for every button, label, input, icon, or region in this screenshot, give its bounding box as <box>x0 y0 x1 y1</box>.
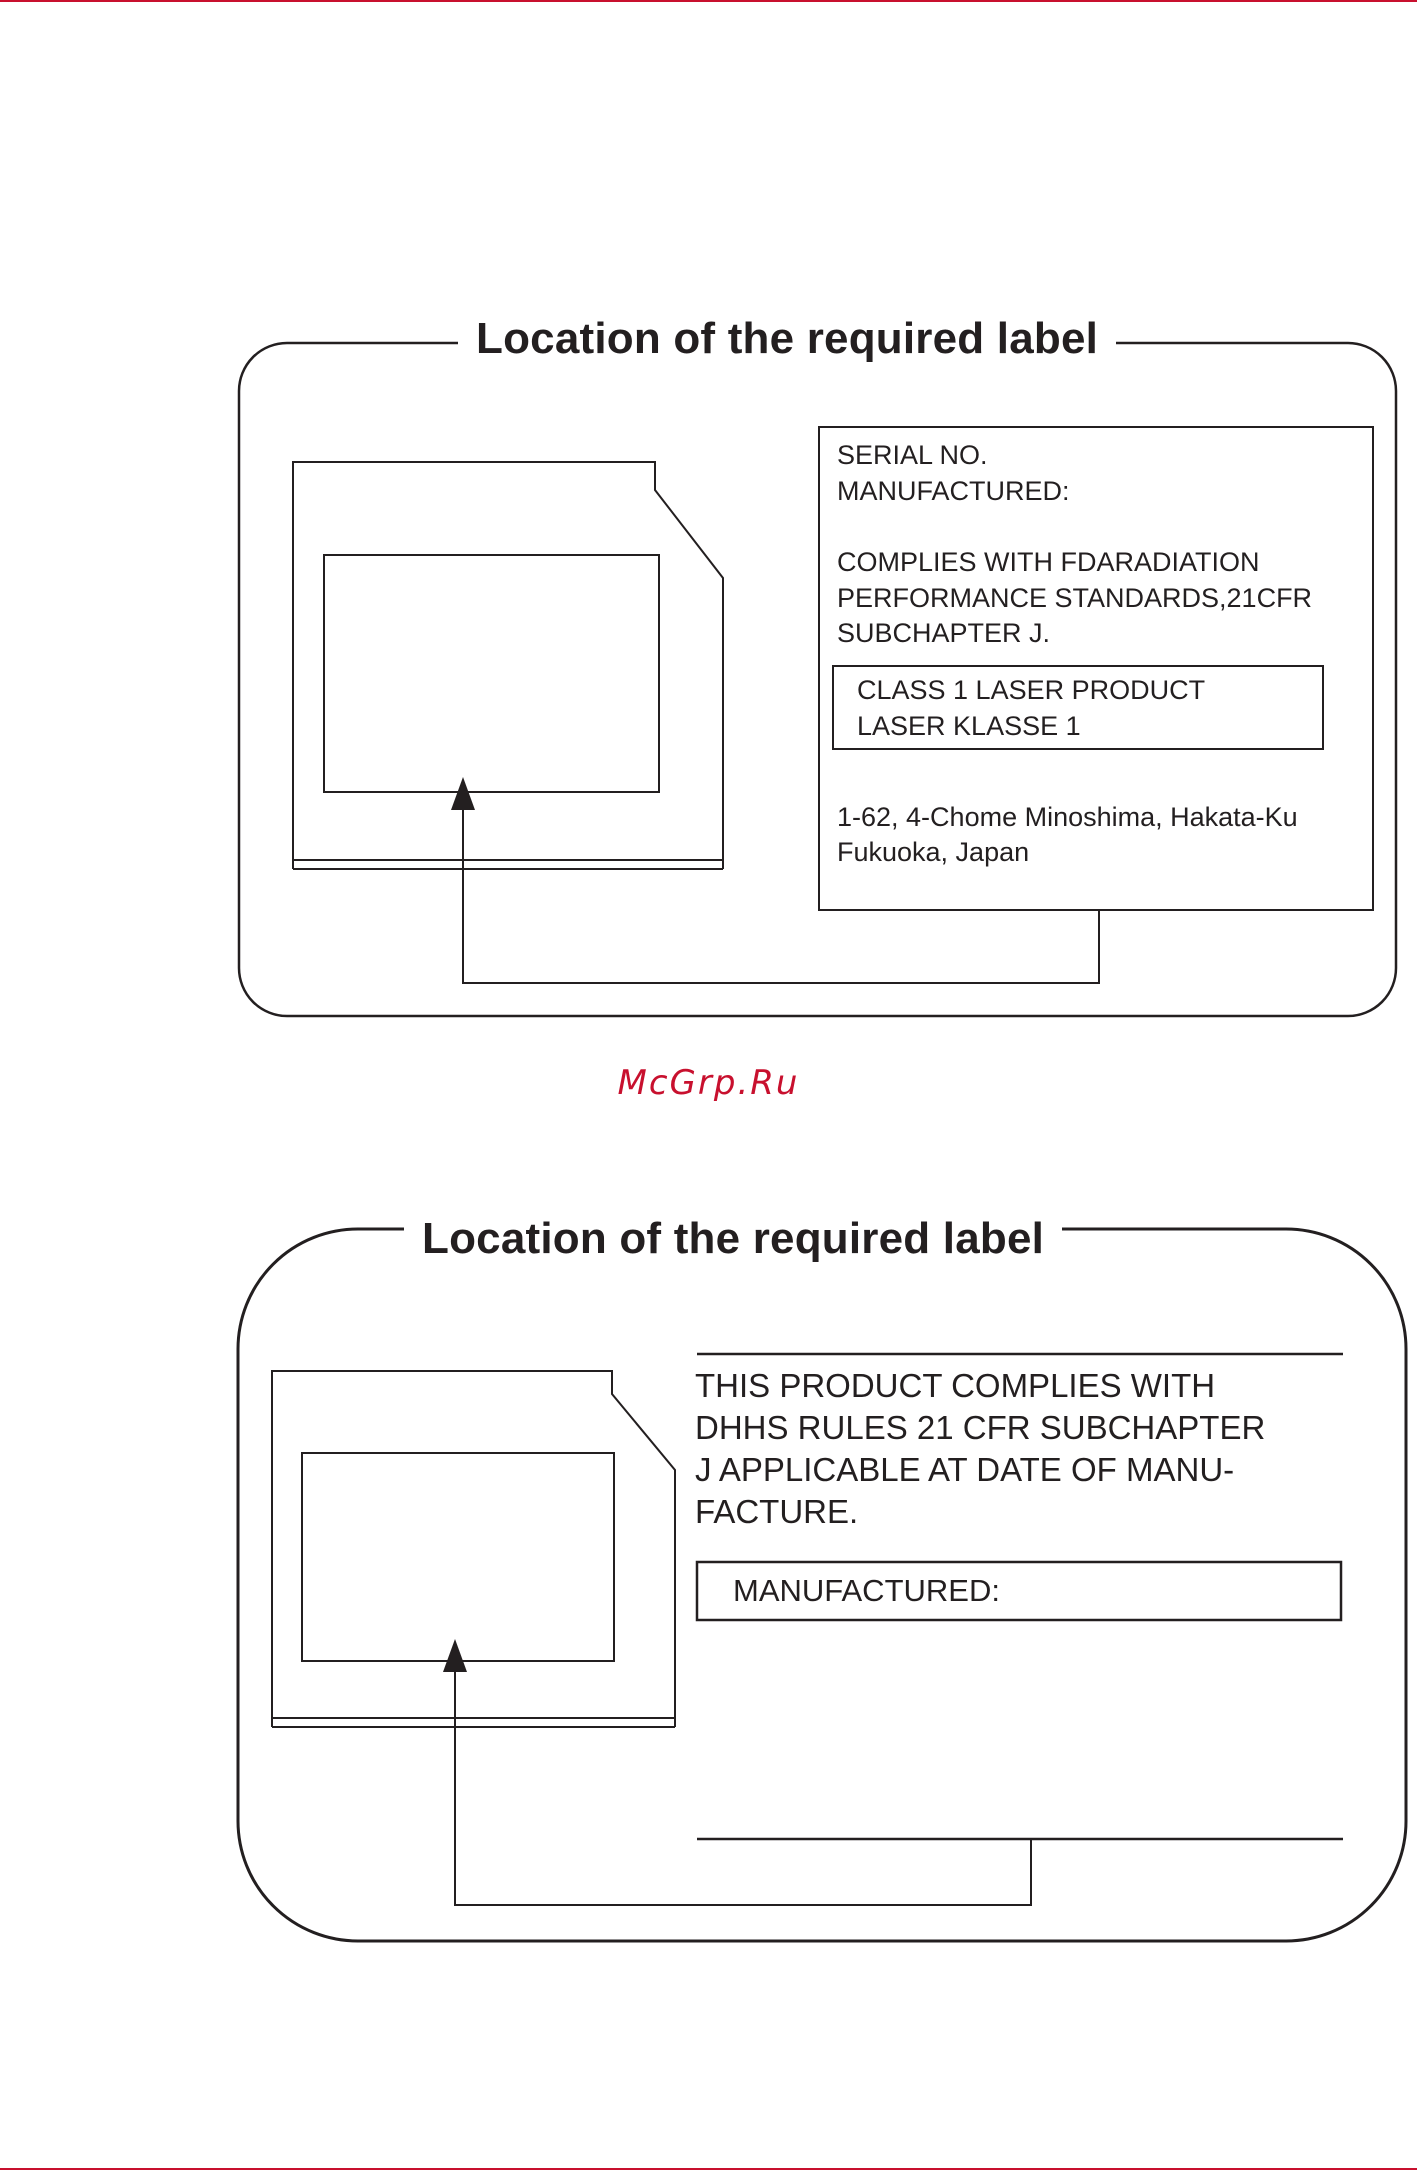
figure-2-connector-line <box>455 1668 1031 1905</box>
figure-1-title: Location of the required label <box>458 313 1116 365</box>
dhhs-line-1: THIS PRODUCT COMPLIES WITH <box>695 1367 1216 1404</box>
class-1-laser-text: CLASS 1 LASER PRODUCT <box>857 675 1206 705</box>
dhhs-line-2: DHHS RULES 21 CFR SUBCHAPTER <box>695 1409 1266 1446</box>
complies-line-1: COMPLIES WITH FDARADIATION <box>837 547 1260 577</box>
manufactured-text: MANUFACTURED: <box>837 476 1070 506</box>
bottom-page-rule <box>0 2168 1417 2170</box>
dhhs-line-3: J APPLICABLE AT DATE OF MANU- <box>695 1451 1235 1488</box>
laser-klasse-text: LASER KLASSE 1 <box>857 711 1081 741</box>
figure-2-arrowhead <box>443 1639 467 1672</box>
address-line-1: 1-62, 4-Chome Minoshima, Hakata-Ku <box>837 802 1298 832</box>
figure-2-manufactured-text: MANUFACTURED: <box>733 1573 1000 1608</box>
address-line-2: Fukuoka, Japan <box>837 837 1030 867</box>
dhhs-line-4: FACTURE. <box>695 1493 859 1530</box>
figure-2-title: Location of the required label <box>404 1213 1062 1265</box>
complies-line-2: PERFORMANCE STANDARDS,21CFR <box>837 583 1313 613</box>
serial-no-text: SERIAL NO. <box>837 440 988 470</box>
complies-line-3: SUBCHAPTER J. <box>837 618 1051 648</box>
figure-2-drive-label-area <box>302 1453 614 1661</box>
watermark-text: McGrp.Ru <box>617 1063 800 1103</box>
